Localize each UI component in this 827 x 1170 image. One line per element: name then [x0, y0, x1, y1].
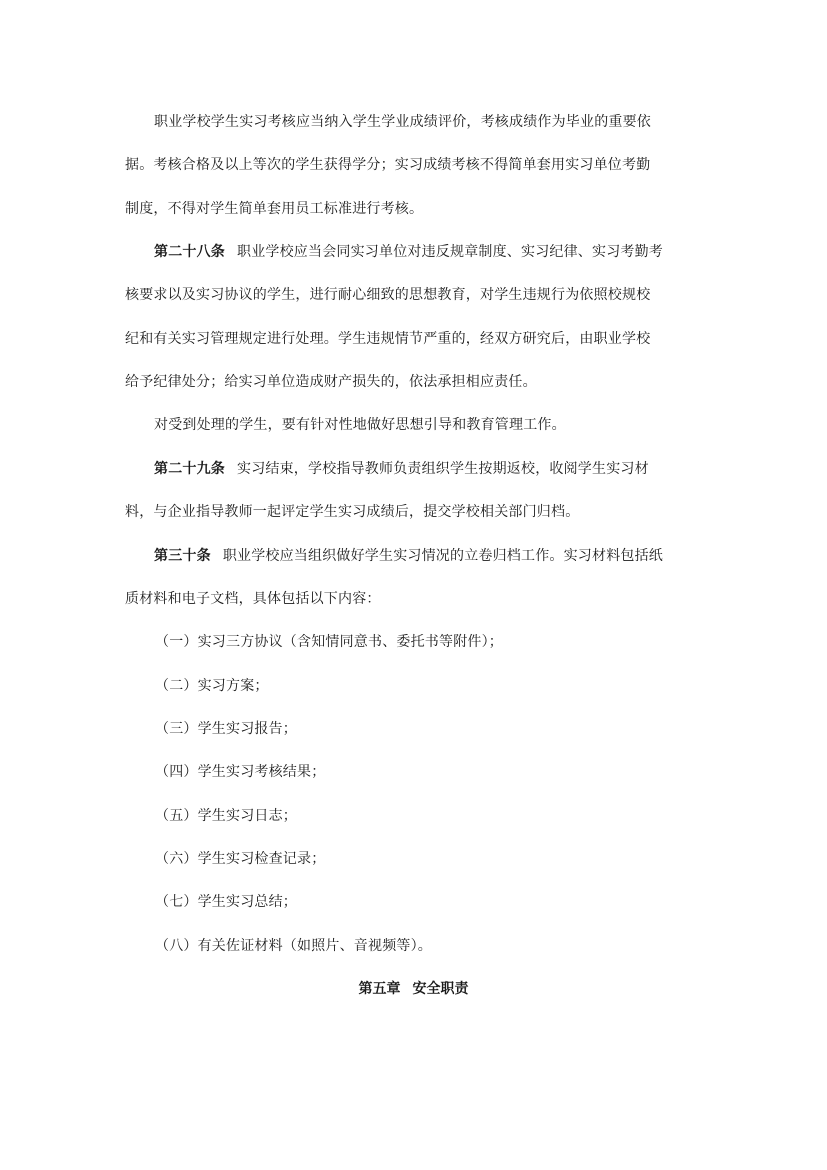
list-item: （七）学生实习总结； — [155, 894, 297, 910]
paragraph-line: 质材料和电子文档，具体包括以下内容： — [125, 591, 381, 607]
paragraph-line: 职业学校学生实习考核应当纳入学生学业成绩评价，考核成绩作为毕业的重要依 — [154, 114, 651, 130]
article-28-label: 第二十八条 — [154, 244, 225, 260]
article-29-line — [154, 459, 734, 479]
article-30-line — [154, 546, 734, 566]
chapter-title: 第五章 — [358, 981, 401, 997]
list-item: （八）有关佐证材料（如照片、音视频等）。 — [155, 938, 432, 954]
article-30-label: 第三十条 — [154, 548, 211, 564]
list-item: （四）学生实习考核结果； — [155, 764, 326, 780]
article-30-text: 职业学校应当组织做好学生实习情况的立卷归档工作。实习材料包括纸 — [222, 548, 664, 564]
article-28-text: 职业学校应当会同实习单位对违反规章制度、实习纪律、实习考勤考 — [237, 244, 663, 260]
list-item: （一）实习三方协议（含知情同意书、委托书等附件）； — [155, 634, 503, 650]
chapter-subtitle: 安全职责 — [412, 981, 469, 997]
paragraph-line: 据。考核合格及以上等次的学生获得学分；实习成绩考核不得简单套用实习单位考勤 — [125, 157, 651, 173]
paragraph-line: 料，与企业指导教师一起评定学生实习成绩后，提交学校相关部门归档。 — [125, 504, 580, 520]
paragraph-line: 纪和有关实习管理规定进行处理。学生违规情节严重的，经双方研究后，由职业学校 — [125, 331, 651, 347]
chapter-heading — [0, 979, 827, 999]
paragraph-line: 核要求以及实习协议的学生，进行耐心细致的思想教育，对学生违规行为依照校规校 — [125, 287, 651, 303]
list-item: （六）学生实习检查记录； — [155, 851, 326, 867]
paragraph-line: 对受到处理的学生，要有针对性地做好思想引导和教育管理工作。 — [154, 417, 566, 433]
paragraph-line: 给予纪律处分；给实习单位造成财产损失的，依法承担相应责任。 — [125, 374, 537, 390]
list-item: （五）学生实习日志； — [155, 808, 297, 824]
list-item: （三）学生实习报告； — [155, 721, 297, 737]
article-28-line — [154, 242, 734, 262]
article-29-text: 实习结束，学校指导教师负责组织学生按期返校，收阅学生实习材 — [237, 461, 649, 477]
article-29-label: 第二十九条 — [154, 461, 225, 477]
list-item: （二）实习方案； — [155, 678, 269, 694]
paragraph-line: 制度，不得对学生简单套用员工标准进行考核。 — [125, 201, 424, 217]
